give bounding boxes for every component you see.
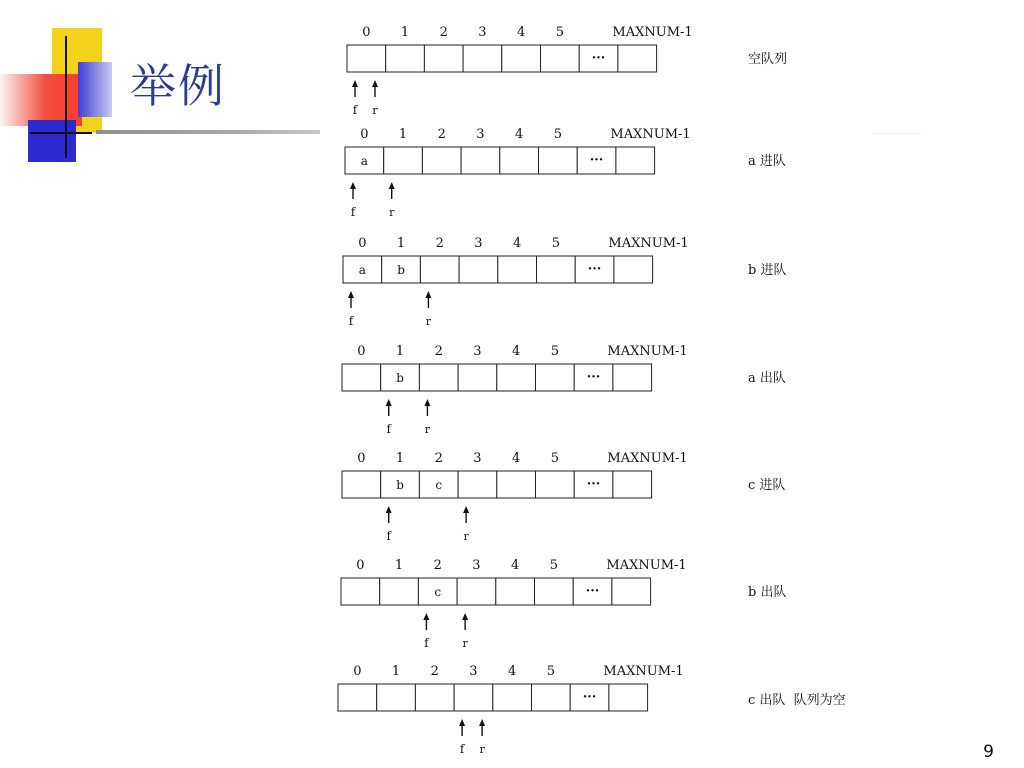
index-label: 3: [469, 664, 478, 679]
page-number: 9: [983, 742, 994, 762]
ellipsis-cell: ···: [585, 584, 600, 599]
queue-cell: [415, 684, 454, 711]
front-pointer-label: f: [459, 742, 465, 756]
step-description: b 进队: [748, 263, 787, 278]
rear-pointer-arrow-head: [372, 80, 378, 87]
index-label: 3: [476, 127, 485, 142]
queue-cell: [386, 45, 425, 72]
index-label: 5: [549, 558, 558, 573]
queue-cell: [458, 471, 497, 498]
queue-cell: [457, 578, 496, 605]
index-label: 4: [515, 127, 524, 142]
rear-pointer-arrow-head: [425, 291, 431, 298]
step-description: a 进队: [748, 154, 786, 169]
queue-cell: [342, 471, 381, 498]
index-label: 4: [511, 558, 520, 573]
front-pointer-arrow-head: [348, 291, 354, 298]
index-label: 5: [546, 664, 555, 679]
index-label: 0: [360, 127, 369, 142]
queue-cell: [377, 684, 416, 711]
front-pointer-label: f: [386, 422, 391, 436]
queue-cell: [539, 147, 578, 174]
index-label: 0: [357, 344, 366, 359]
ellipsis-cell: ···: [591, 51, 606, 66]
index-label: 1: [394, 558, 404, 573]
index-label: 0: [358, 236, 367, 251]
queue-cell: [341, 578, 380, 605]
index-label: 5: [550, 344, 559, 359]
index-label: 2: [437, 127, 446, 142]
front-pointer-arrow-head: [386, 506, 392, 513]
queue-cell: [616, 147, 655, 174]
index-label: 2: [434, 451, 443, 466]
queue-cell: [541, 45, 580, 72]
index-label: 1: [395, 451, 405, 466]
cell-value: b: [396, 371, 404, 385]
index-label: 0: [356, 558, 365, 573]
front-pointer-label: f: [350, 205, 356, 219]
queue-cell: [498, 256, 537, 283]
queue-cell: [497, 364, 536, 391]
slide-title: 举例: [130, 59, 226, 113]
step-description: b 出队: [748, 585, 787, 600]
queue-cell: [454, 684, 493, 711]
queue-cell: [419, 364, 458, 391]
index-label: 3: [472, 558, 481, 573]
index-label: 3: [474, 236, 483, 251]
maxnum-label: MAXNUM-1: [607, 344, 688, 359]
rear-pointer-label: r: [372, 104, 378, 117]
index-label: 1: [398, 127, 408, 142]
queue-cell: [535, 578, 574, 605]
rear-pointer-label: r: [389, 206, 395, 219]
step-description: c 进队: [748, 478, 786, 493]
rear-pointer-label: r: [463, 530, 469, 543]
queue-cell: [424, 45, 463, 72]
index-label: 2: [430, 664, 439, 679]
index-label: 4: [512, 344, 521, 359]
cell-value: c: [435, 478, 443, 492]
queue-cell: [502, 45, 541, 72]
queue-cell: [461, 147, 500, 174]
queue-cell: [613, 471, 652, 498]
rear-pointer-label: r: [424, 423, 431, 436]
front-pointer-arrow-head: [352, 80, 358, 87]
queue-cell: [422, 147, 461, 174]
index-label: 4: [513, 236, 522, 251]
ellipsis-cell: ···: [589, 153, 604, 168]
front-pointer-label: f: [386, 529, 391, 543]
index-label: 1: [396, 236, 406, 251]
step-description: a 出队: [748, 371, 786, 386]
index-label: 5: [550, 451, 559, 466]
index-label: 0: [362, 25, 371, 40]
cell-value: a: [360, 154, 368, 168]
queue-cell: [613, 364, 652, 391]
queue-cell: [463, 45, 502, 72]
index-label: 4: [508, 664, 517, 679]
index-label: 1: [395, 344, 405, 359]
rear-pointer-label: r: [462, 637, 468, 650]
front-pointer-arrow-head: [423, 613, 429, 620]
queue-cell: [497, 471, 536, 498]
index-label: 2: [439, 25, 448, 40]
ellipsis-cell: ···: [587, 262, 602, 277]
queue-cell: [500, 147, 539, 174]
maxnum-label: MAXNUM-1: [608, 236, 689, 251]
ellipsis-cell: ···: [586, 370, 601, 385]
front-pointer-label: f: [348, 314, 354, 328]
maxnum-label: MAXNUM-1: [603, 664, 684, 679]
index-label: 5: [553, 127, 562, 142]
cell-value: a: [358, 263, 366, 277]
maxnum-label: MAXNUM-1: [607, 451, 688, 466]
maxnum-label: MAXNUM-1: [610, 127, 691, 142]
front-pointer-arrow-head: [350, 182, 356, 189]
cell-value: b: [396, 478, 404, 492]
index-label: 5: [551, 236, 560, 251]
queue-cell: [458, 364, 497, 391]
ellipsis-cell: ···: [586, 477, 601, 492]
queue-cell: [384, 147, 423, 174]
front-pointer-arrow-head: [386, 399, 392, 406]
queue-cell: [493, 684, 532, 711]
queue-cell: [614, 256, 653, 283]
rear-pointer-arrow-head: [424, 399, 430, 406]
queue-cell: [420, 256, 459, 283]
index-label: 5: [555, 25, 564, 40]
rear-pointer-arrow-head: [462, 613, 468, 620]
queue-cell: [537, 256, 576, 283]
index-label: 0: [357, 451, 366, 466]
queue-cell: [536, 364, 575, 391]
index-label: 2: [433, 558, 442, 573]
rear-pointer-label: r: [479, 743, 485, 756]
queue-cell: [496, 578, 535, 605]
rear-pointer-arrow-head: [479, 719, 485, 726]
index-label: 2: [435, 236, 444, 251]
index-label: 0: [353, 664, 362, 679]
queue-cell: [612, 578, 651, 605]
index-label: 2: [434, 344, 443, 359]
front-pointer-label: f: [424, 636, 429, 650]
index-label: 1: [391, 664, 401, 679]
rear-pointer-arrow-head: [389, 182, 395, 189]
ellipsis-cell: ···: [582, 690, 597, 705]
rear-pointer-arrow-head: [463, 506, 469, 513]
maxnum-label: MAXNUM-1: [606, 558, 687, 573]
queue-cell: [342, 364, 381, 391]
index-label: 1: [400, 25, 410, 40]
index-label: 3: [473, 344, 482, 359]
queue-cell: [532, 684, 571, 711]
step-description: c 出队 队列为空: [748, 693, 846, 708]
index-label: 4: [517, 25, 526, 40]
queue-cell: [536, 471, 575, 498]
queue-cell: [459, 256, 498, 283]
queue-cell: [609, 684, 648, 711]
queue-cell: [338, 684, 377, 711]
index-label: 3: [473, 451, 482, 466]
queue-cell: [618, 45, 657, 72]
front-pointer-label: f: [352, 103, 358, 117]
queue-cell: [380, 578, 419, 605]
front-pointer-arrow-head: [459, 719, 465, 726]
index-label: 3: [478, 25, 487, 40]
cell-value: c: [434, 585, 442, 599]
rear-pointer-label: r: [425, 315, 432, 328]
index-label: 4: [512, 451, 521, 466]
step-description: 空队列: [748, 52, 788, 67]
maxnum-label: MAXNUM-1: [612, 25, 693, 40]
queue-cell: [347, 45, 386, 72]
cell-value: b: [397, 263, 405, 277]
